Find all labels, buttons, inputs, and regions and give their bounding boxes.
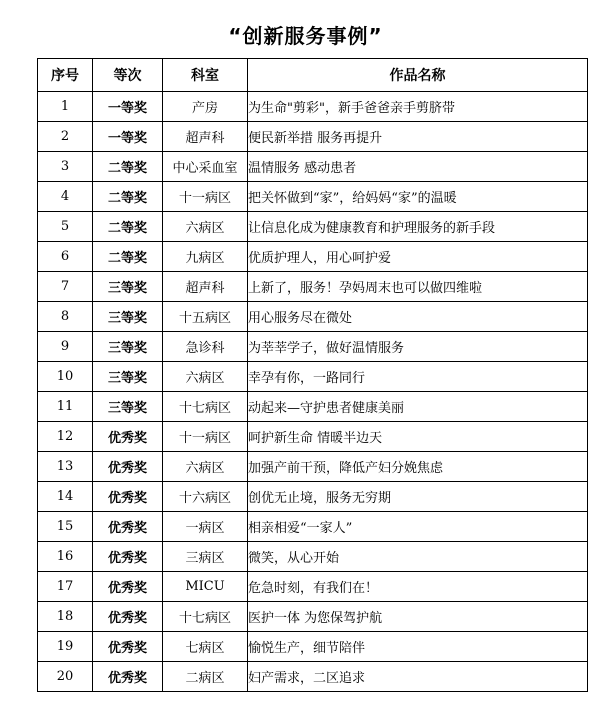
cell-dept: 一病区 <box>163 512 248 542</box>
cell-work: 为莘莘学子，做好温情服务 <box>248 332 588 362</box>
cell-no: 10 <box>38 362 93 392</box>
cell-dept: 二病区 <box>163 662 248 692</box>
cell-work: 用心服务尽在微处 <box>248 302 588 332</box>
cell-work: 危急时刻，有我们在！ <box>248 572 588 602</box>
table-row <box>38 122 588 152</box>
cell-no: 11 <box>38 392 93 422</box>
cell-work: 愉悦生产，细节陪伴 <box>248 632 588 662</box>
cell-work: 优质护理人，用心呵护爱 <box>248 242 588 272</box>
cell-grade: 二等奖 <box>93 152 163 182</box>
cell-no: 16 <box>38 542 93 572</box>
cell-work: 让信息化成为健康教育和护理服务的新手段 <box>248 212 588 242</box>
cell-grade: 优秀奖 <box>93 422 163 452</box>
cell-work: 创优无止境，服务无穷期 <box>248 482 588 512</box>
cell-work: 为生命"剪彩"，新手爸爸亲手剪脐带 <box>248 92 588 122</box>
cell-work: 微笑，从心开始 <box>248 542 588 572</box>
cell-no: 3 <box>38 152 93 182</box>
awards-table <box>37 58 588 692</box>
cell-grade: 二等奖 <box>93 212 163 242</box>
cell-dept: 十一病区 <box>163 422 248 452</box>
header-dept: 科室 <box>163 59 248 92</box>
cell-no: 19 <box>38 632 93 662</box>
table-row <box>38 92 588 122</box>
table-body <box>38 92 588 692</box>
table-row <box>38 572 588 602</box>
cell-dept: 超声科 <box>163 122 248 152</box>
table-row <box>38 602 588 632</box>
cell-dept: 十一病区 <box>163 182 248 212</box>
cell-no: 9 <box>38 332 93 362</box>
cell-no: 14 <box>38 482 93 512</box>
cell-no: 15 <box>38 512 93 542</box>
cell-grade: 二等奖 <box>93 182 163 212</box>
cell-dept: 超声科 <box>163 272 248 302</box>
cell-grade: 三等奖 <box>93 392 163 422</box>
header-grade: 等次 <box>93 59 163 92</box>
cell-work: 上新了，服务！孕妈周末也可以做四维啦 <box>248 272 588 302</box>
cell-no: 12 <box>38 422 93 452</box>
cell-work: 医护一体 为您保驾护航 <box>248 602 588 632</box>
cell-no: 8 <box>38 302 93 332</box>
cell-grade: 三等奖 <box>93 302 163 332</box>
cell-dept: 产房 <box>163 92 248 122</box>
cell-no: 18 <box>38 602 93 632</box>
table-row <box>38 422 588 452</box>
page-title: “创新服务事例” <box>228 24 383 48</box>
table-row <box>38 482 588 512</box>
table-row <box>38 632 588 662</box>
table-row <box>38 542 588 572</box>
table-row <box>38 452 588 482</box>
cell-dept: 十七病区 <box>163 392 248 422</box>
header-no: 序号 <box>38 59 93 92</box>
cell-work: 幸孕有你，一路同行 <box>248 362 588 392</box>
cell-dept: 中心采血室 <box>163 152 248 182</box>
table-row <box>38 152 588 182</box>
cell-no: 4 <box>38 182 93 212</box>
cell-dept: 十五病区 <box>163 302 248 332</box>
cell-no: 2 <box>38 122 93 152</box>
table-row <box>38 242 588 272</box>
cell-grade: 优秀奖 <box>93 572 163 602</box>
cell-dept: 十六病区 <box>163 482 248 512</box>
cell-grade: 一等奖 <box>93 122 163 152</box>
cell-grade: 优秀奖 <box>93 512 163 542</box>
table-row <box>38 302 588 332</box>
table-row <box>38 512 588 542</box>
table-row <box>38 182 588 212</box>
cell-work: 加强产前干预，降低产妇分娩焦虑 <box>248 452 588 482</box>
cell-dept: 六病区 <box>163 362 248 392</box>
cell-no: 17 <box>38 572 93 602</box>
cell-no: 1 <box>38 92 93 122</box>
cell-work: 动起来—守护患者健康美丽 <box>248 392 588 422</box>
cell-dept: 七病区 <box>163 632 248 662</box>
cell-work: 便民新举措 服务再提升 <box>248 122 588 152</box>
cell-grade: 一等奖 <box>93 92 163 122</box>
cell-dept: 急诊科 <box>163 332 248 362</box>
cell-dept: 十七病区 <box>163 602 248 632</box>
cell-grade: 三等奖 <box>93 332 163 362</box>
table-row <box>38 332 588 362</box>
cell-work: 呵护新生命 情暖半边天 <box>248 422 588 452</box>
cell-work: 妇产需求，二区追求 <box>248 662 588 692</box>
cell-dept: 六病区 <box>163 452 248 482</box>
cell-no: 13 <box>38 452 93 482</box>
cell-grade: 三等奖 <box>93 272 163 302</box>
cell-work: 把关怀做到“家”，给妈妈“家”的温暖 <box>248 182 588 212</box>
table-row <box>38 662 588 692</box>
header-row <box>38 59 588 92</box>
table-row <box>38 362 588 392</box>
table-row <box>38 392 588 422</box>
cell-grade: 优秀奖 <box>93 662 163 692</box>
cell-no: 20 <box>38 662 93 692</box>
cell-dept: 三病区 <box>163 542 248 572</box>
header-work: 作品名称 <box>248 59 588 92</box>
cell-grade: 优秀奖 <box>93 632 163 662</box>
cell-no: 5 <box>38 212 93 242</box>
table-row <box>38 212 588 242</box>
cell-grade: 优秀奖 <box>93 452 163 482</box>
cell-work: 相亲相爱“一家人” <box>248 512 588 542</box>
cell-dept: 六病区 <box>163 212 248 242</box>
cell-grade: 优秀奖 <box>93 482 163 512</box>
cell-work: 温情服务 感动患者 <box>248 152 588 182</box>
cell-grade: 优秀奖 <box>93 542 163 572</box>
cell-no: 7 <box>38 272 93 302</box>
cell-dept: 九病区 <box>163 242 248 272</box>
cell-grade: 二等奖 <box>93 242 163 272</box>
cell-grade: 优秀奖 <box>93 602 163 632</box>
cell-dept: MICU <box>163 572 248 602</box>
cell-grade: 三等奖 <box>93 362 163 392</box>
table-row <box>38 272 588 302</box>
cell-no: 6 <box>38 242 93 272</box>
